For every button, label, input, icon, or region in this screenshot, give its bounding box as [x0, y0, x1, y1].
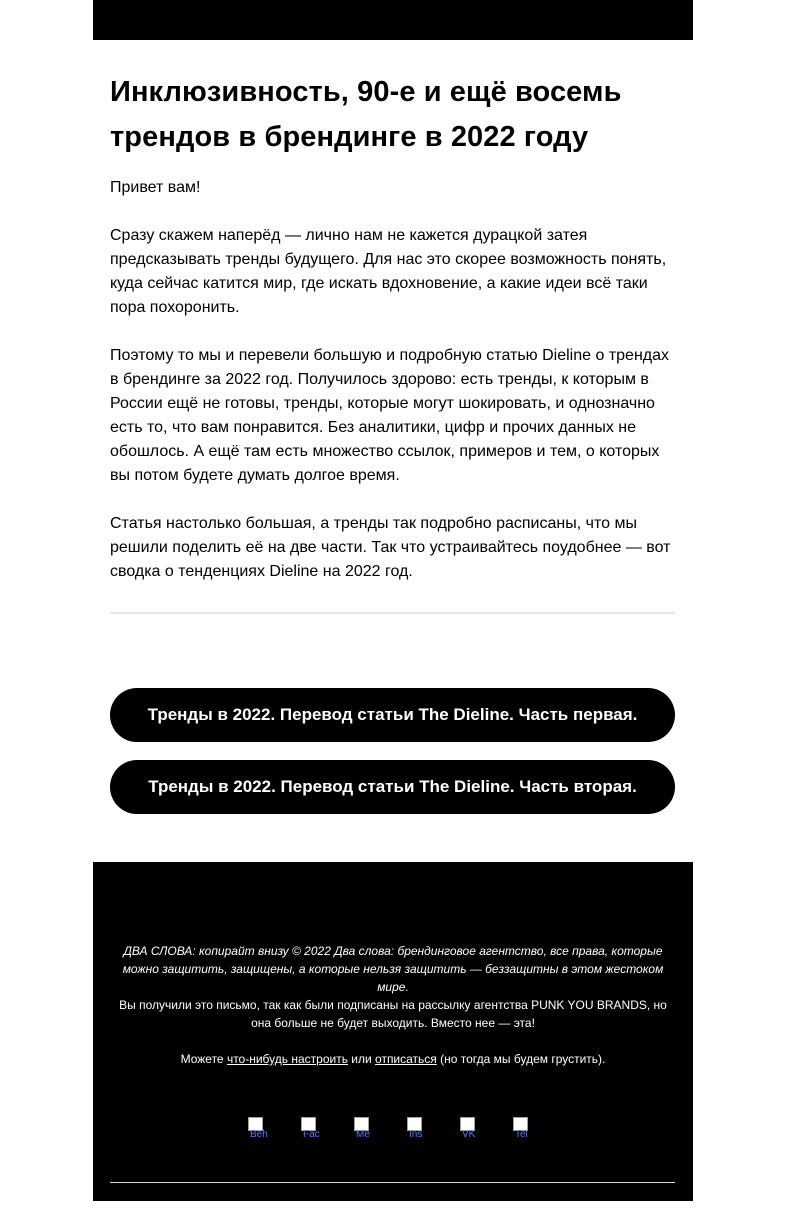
footer-divider: [110, 1182, 675, 1183]
social-alt-text: Me: [356, 1129, 370, 1140]
social-icon-3[interactable]: [354, 1117, 378, 1141]
footer: [93, 862, 693, 1201]
greeting-text: Привет вам!: [110, 179, 201, 196]
content-divider: [110, 612, 675, 614]
social-alt-text: VK: [462, 1129, 476, 1140]
social-links: [248, 1117, 548, 1141]
trends-part-two-button[interactable]: Тренды в 2022. Перевод статьи The Dieline. Часть вторая.: [110, 760, 675, 814]
article-title: Инклюзивность, 90-е и ещё восемь трендов в брендинге в 2022 году: [110, 76, 622, 153]
social-alt-text: Ins: [409, 1129, 423, 1140]
trends-part-one-button[interactable]: Тренды в 2022. Перевод статьи The Dieline. Часть первая.: [110, 688, 675, 742]
footer-notice: Вы получили это письмо, так как были подписаны на рассылку агентства PUNK YOU BRANDS, но она больше не будет выходить. Вместо нее — эта!: [119, 998, 667, 1030]
social-icon-6[interactable]: [513, 1117, 537, 1141]
article-paragraph: Поэтому то мы и перевели большую и подробную статью Dieline о трендах в брендинге за 2022 год. Получилось здорово: есть тренды, к которым в России ещё не готовы, тренды, которые могут шокировать, и однозначно есть то, что вам понравится. Без аналитики, цифр и прочих данных не обошлось. А ещё там есть множество ссылок, примеров и тем, о которых вы потом будете думать долгое время.: [110, 347, 670, 484]
footer-copyright: ДВА СЛОВА: копирайт внизу © 2022 Два слова: брендинговое агентство, все права, которые можно защитить, защищены, а которые нельзя защитить — беззащитны в этом жестоком мире.: [122, 944, 664, 994]
social-icon-4[interactable]: [407, 1117, 431, 1141]
social-icon-1[interactable]: [248, 1117, 272, 1141]
header-bar: [93, 0, 693, 40]
settings-link[interactable]: что-нибудь настроить: [226, 1052, 348, 1066]
article-header: [110, 70, 675, 160]
footer-links-or: или: [347, 1052, 376, 1066]
social-alt-text: Tel: [515, 1129, 528, 1140]
unsubscribe-link[interactable]: отписаться: [375, 1052, 437, 1066]
social-icon-5[interactable]: [460, 1117, 484, 1141]
footer-links-prefix: Можете: [180, 1052, 227, 1066]
article-paragraph: Сразу скажем наперёд — лично нам не кажется дурацкой затея предсказывать тренды будущего. Для нас это скорее возможность понять, куда сейчас катится мир, где искать вдохновение, а какие идеи всё таки пора похоронить.: [110, 227, 667, 316]
footer-links: [118, 1050, 668, 1068]
social-alt-text: Beh: [250, 1129, 268, 1140]
social-icon-2[interactable]: [301, 1117, 325, 1141]
social-alt-text: Fac: [303, 1129, 320, 1140]
article-paragraph: Статья настолько большая, а тренды так подробно расписаны, что мы решили поделить её на две части. Так что устраивайтесь поудобнее — вот сводка о тенденциях Dieline на 2022 год.: [110, 515, 671, 580]
footer-links-suffix: (но тогда мы будем грустить).: [436, 1052, 606, 1066]
